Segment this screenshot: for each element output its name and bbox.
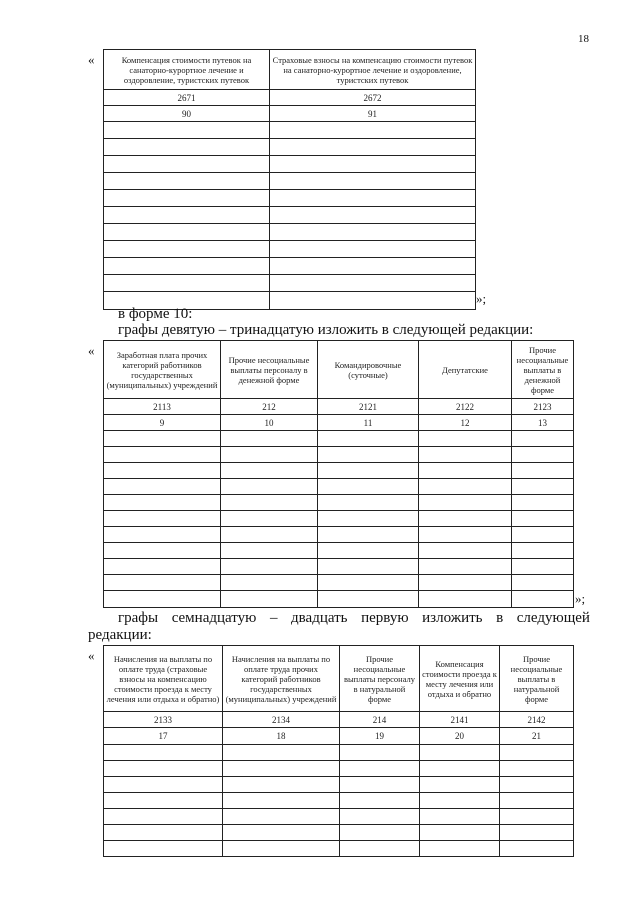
- table-row: [104, 139, 476, 156]
- table-row: [104, 479, 574, 495]
- empty-cell: [500, 841, 574, 857]
- table-row: [104, 777, 574, 793]
- empty-cell: [419, 527, 512, 543]
- empty-cell: [270, 224, 476, 241]
- column-number-cell: 91: [270, 106, 476, 122]
- empty-cell: [512, 511, 574, 527]
- instruction-word: двадцать: [291, 610, 348, 626]
- code-cell: 212: [221, 399, 318, 415]
- code-cell: 2134: [223, 712, 340, 728]
- code-cell: 2141: [420, 712, 500, 728]
- code-cell: 2672: [270, 90, 476, 106]
- instruction-word: первую: [361, 610, 409, 626]
- empty-cell: [104, 431, 221, 447]
- open-quote: «: [88, 52, 95, 67]
- empty-cell: [270, 207, 476, 224]
- empty-cell: [104, 190, 270, 207]
- empty-cell: [340, 841, 420, 857]
- empty-cell: [318, 479, 419, 495]
- empty-cell: [318, 511, 419, 527]
- empty-cell: [420, 745, 500, 761]
- empty-cell: [270, 173, 476, 190]
- empty-cell: [104, 575, 221, 591]
- empty-cell: [512, 591, 574, 608]
- empty-cell: [512, 543, 574, 559]
- instruction-word: семнадцатую: [171, 610, 257, 626]
- empty-cell: [104, 745, 223, 761]
- empty-cell: [419, 591, 512, 608]
- empty-cell: [270, 190, 476, 207]
- empty-cell: [104, 275, 270, 292]
- code-cell: 2133: [104, 712, 223, 728]
- column-number-cell: 90: [104, 106, 270, 122]
- empty-cell: [104, 224, 270, 241]
- empty-cell: [221, 431, 318, 447]
- empty-cell: [420, 777, 500, 793]
- table-row: [104, 275, 476, 292]
- table-row: [104, 575, 574, 591]
- empty-cell: [340, 761, 420, 777]
- instruction-columns-9-13: графы девятую – тринадцатую изложить в следующей редакции:: [118, 322, 534, 338]
- empty-cell: [318, 575, 419, 591]
- empty-cell: [104, 258, 270, 275]
- instruction-word: следующей: [516, 610, 590, 626]
- table-row: [104, 591, 574, 608]
- empty-cell: [223, 825, 340, 841]
- table-header-cell: Заработная плата прочих категорий работников государственных (муниципальных) учреждений: [104, 341, 221, 399]
- table-header-cell: Прочие несоциальные выплаты в натуральной форме: [500, 646, 574, 712]
- code-cell: 2142: [500, 712, 574, 728]
- table-row: [104, 809, 574, 825]
- table-form-columns-9-13: [103, 340, 574, 608]
- empty-cell: [512, 463, 574, 479]
- empty-cell: [221, 527, 318, 543]
- table-row: [104, 156, 476, 173]
- empty-cell: [512, 575, 574, 591]
- empty-cell: [420, 825, 500, 841]
- empty-cell: [318, 543, 419, 559]
- table-row: [104, 543, 574, 559]
- empty-cell: [104, 825, 223, 841]
- empty-cell: [223, 745, 340, 761]
- empty-cell: [318, 431, 419, 447]
- empty-cell: [340, 809, 420, 825]
- table-row: [104, 495, 574, 511]
- empty-cell: [318, 495, 419, 511]
- empty-cell: [104, 173, 270, 190]
- empty-cell: [419, 431, 512, 447]
- table-row: [104, 173, 476, 190]
- empty-cell: [512, 527, 574, 543]
- instruction-columns-17-21: [118, 610, 590, 627]
- empty-cell: [104, 761, 223, 777]
- open-quote: «: [88, 648, 95, 663]
- column-number-cell: 11: [318, 415, 419, 431]
- form10-heading: в форме 10:: [118, 306, 193, 322]
- instruction-continuation: редакции:: [88, 627, 152, 643]
- column-number-cell: 18: [223, 728, 340, 745]
- instruction-word: изложить: [422, 610, 483, 626]
- empty-cell: [104, 559, 221, 575]
- empty-cell: [270, 292, 476, 310]
- empty-cell: [104, 139, 270, 156]
- empty-cell: [223, 761, 340, 777]
- empty-cell: [221, 463, 318, 479]
- table-row: [104, 527, 574, 543]
- empty-cell: [221, 495, 318, 511]
- empty-cell: [270, 122, 476, 139]
- column-number-cell: 20: [420, 728, 500, 745]
- empty-cell: [223, 777, 340, 793]
- table-row: [104, 745, 574, 761]
- empty-cell: [318, 527, 419, 543]
- empty-cell: [270, 258, 476, 275]
- column-number-cell: 19: [340, 728, 420, 745]
- empty-cell: [500, 745, 574, 761]
- empty-cell: [500, 825, 574, 841]
- code-cell: 214: [340, 712, 420, 728]
- empty-cell: [223, 809, 340, 825]
- empty-cell: [420, 841, 500, 857]
- empty-cell: [270, 139, 476, 156]
- table-header-cell: Компенсация стоимости проезда к месту лечения или отдыха и обратно: [420, 646, 500, 712]
- table-form-columns-90-91: [103, 49, 476, 310]
- column-number-cell: 12: [419, 415, 512, 431]
- empty-cell: [512, 447, 574, 463]
- empty-cell: [419, 463, 512, 479]
- empty-cell: [419, 479, 512, 495]
- table-row: [104, 825, 574, 841]
- empty-cell: [104, 156, 270, 173]
- empty-cell: [420, 761, 500, 777]
- code-cell: 2671: [104, 90, 270, 106]
- table-row: [104, 841, 574, 857]
- column-number-cell: 21: [500, 728, 574, 745]
- empty-cell: [500, 761, 574, 777]
- instruction-word: графы: [118, 610, 159, 626]
- empty-cell: [104, 463, 221, 479]
- empty-cell: [221, 591, 318, 608]
- empty-cell: [340, 777, 420, 793]
- empty-cell: [104, 495, 221, 511]
- code-cell: 2122: [419, 399, 512, 415]
- empty-cell: [419, 511, 512, 527]
- code-cell: 2123: [512, 399, 574, 415]
- column-number-cell: 17: [104, 728, 223, 745]
- table-row: [104, 559, 574, 575]
- empty-cell: [512, 431, 574, 447]
- empty-cell: [104, 527, 221, 543]
- empty-cell: [270, 275, 476, 292]
- empty-cell: [419, 447, 512, 463]
- column-number-cell: 10: [221, 415, 318, 431]
- table-header-cell: Начисления на выплаты по оплате труда прочих категорий работников государственных (муниципальных) учреждений: [223, 646, 340, 712]
- empty-cell: [318, 559, 419, 575]
- empty-cell: [318, 447, 419, 463]
- table-row: [104, 122, 476, 139]
- empty-cell: [104, 447, 221, 463]
- column-number-cell: 13: [512, 415, 574, 431]
- empty-cell: [104, 241, 270, 258]
- code-cell: 2121: [318, 399, 419, 415]
- table-row: [104, 447, 574, 463]
- empty-cell: [512, 479, 574, 495]
- table-row: [104, 511, 574, 527]
- empty-cell: [318, 463, 419, 479]
- table-form-columns-17-21: [103, 645, 574, 857]
- table-row: [104, 207, 476, 224]
- empty-cell: [104, 793, 223, 809]
- empty-cell: [512, 559, 574, 575]
- empty-cell: [419, 543, 512, 559]
- table-header-cell: Начисления на выплаты по оплате труда (страховые взносы на компенсацию стоимости проезда к месту лечения или отдыха и обратно): [104, 646, 223, 712]
- empty-cell: [221, 447, 318, 463]
- table-header-cell: Прочие несоциальные выплаты в денежной форме: [512, 341, 574, 399]
- empty-cell: [104, 543, 221, 559]
- empty-cell: [419, 495, 512, 511]
- column-number-cell: 9: [104, 415, 221, 431]
- empty-cell: [420, 793, 500, 809]
- empty-cell: [221, 575, 318, 591]
- instruction-word: в: [496, 610, 504, 626]
- empty-cell: [223, 793, 340, 809]
- empty-cell: [221, 543, 318, 559]
- empty-cell: [221, 559, 318, 575]
- empty-cell: [318, 591, 419, 608]
- empty-cell: [104, 511, 221, 527]
- table-row: [104, 224, 476, 241]
- empty-cell: [104, 122, 270, 139]
- empty-cell: [419, 559, 512, 575]
- open-quote: «: [88, 343, 95, 358]
- empty-cell: [221, 511, 318, 527]
- code-cell: 2113: [104, 399, 221, 415]
- empty-cell: [500, 793, 574, 809]
- table-row: [104, 241, 476, 258]
- table-row: [104, 258, 476, 275]
- close-quote: »;: [476, 291, 487, 306]
- close-quote: »;: [575, 591, 586, 606]
- empty-cell: [420, 809, 500, 825]
- empty-cell: [340, 745, 420, 761]
- table-row: [104, 463, 574, 479]
- empty-cell: [104, 841, 223, 857]
- table-row: [104, 190, 476, 207]
- empty-cell: [104, 479, 221, 495]
- empty-cell: [340, 825, 420, 841]
- table-header-cell: Прочие несоциальные выплаты персоналу в денежной форме: [221, 341, 318, 399]
- empty-cell: [104, 809, 223, 825]
- table-header-cell: Прочие несоциальные выплаты персоналу в натуральной форме: [340, 646, 420, 712]
- table-header-cell: Командировочные (суточные): [318, 341, 419, 399]
- empty-cell: [221, 479, 318, 495]
- table-row: [104, 761, 574, 777]
- table-header-cell: Страховые взносы на компенсацию стоимости путевок на санаторно-курортное лечение и оздоровление, туристских путевок: [270, 50, 476, 90]
- empty-cell: [340, 793, 420, 809]
- table-header-cell: Депутатские: [419, 341, 512, 399]
- empty-cell: [104, 777, 223, 793]
- empty-cell: [512, 495, 574, 511]
- table-row: [104, 431, 574, 447]
- empty-cell: [419, 575, 512, 591]
- empty-cell: [270, 241, 476, 258]
- page-number: 18: [578, 33, 589, 45]
- empty-cell: [270, 156, 476, 173]
- empty-cell: [104, 207, 270, 224]
- table-header-cell: Компенсация стоимости путевок на санаторно-курортное лечение и оздоровление, туристских путевок: [104, 50, 270, 90]
- empty-cell: [500, 777, 574, 793]
- empty-cell: [223, 841, 340, 857]
- table-row: [104, 793, 574, 809]
- instruction-word: –: [269, 610, 278, 626]
- empty-cell: [500, 809, 574, 825]
- empty-cell: [104, 591, 221, 608]
